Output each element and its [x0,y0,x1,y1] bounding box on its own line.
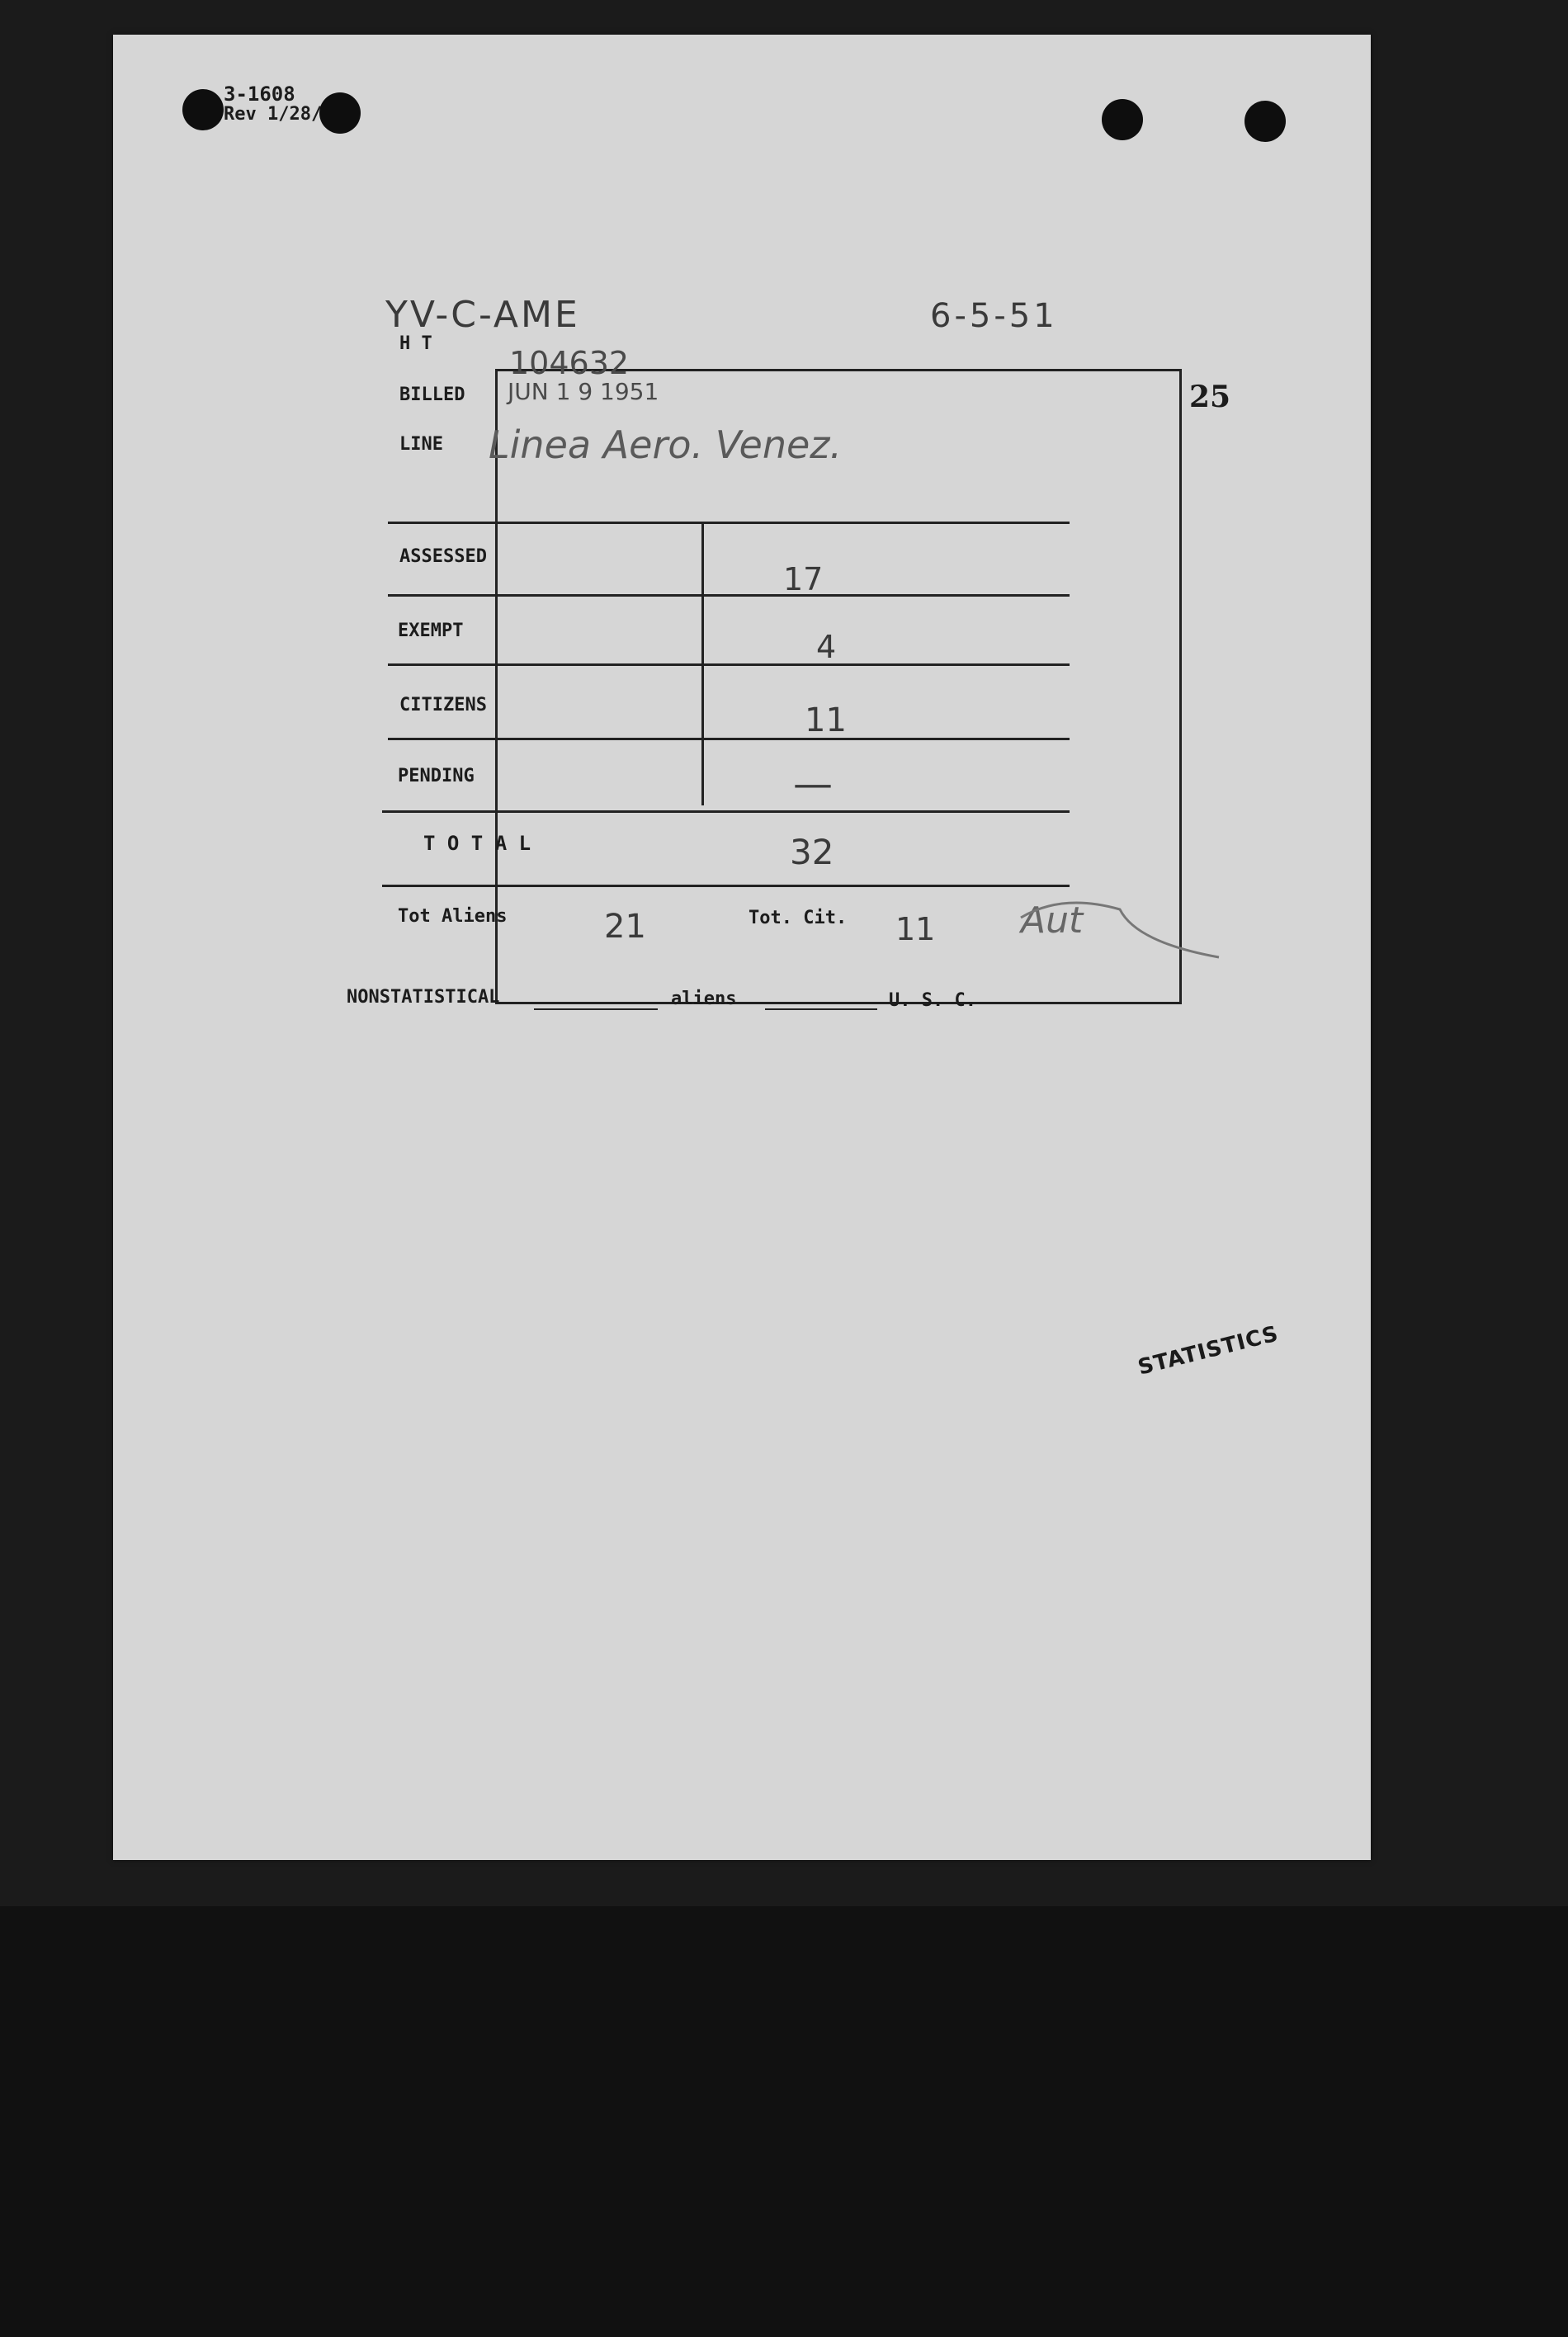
date-written: 6-5-51 [930,297,1058,335]
row-value-assessed: 17 [783,561,824,597]
station-code: YV-C-AME [385,294,580,336]
line-value: Linea Aero. Venez. [489,423,843,467]
tot-aliens-value: 21 [604,908,646,946]
row-value-exempt: 4 [816,629,837,665]
page-number: 25 [1189,380,1231,414]
nonstatistical-usc-label: U. S. C. [889,990,976,1011]
divider-row-3 [388,738,1070,740]
form-revision: Rev 1/28/ [224,104,323,125]
billed-label: BILLED [399,385,465,405]
divider-row-1 [388,594,1070,597]
row-value-citizens: 11 [805,701,847,739]
row-label-citizens: CITIZENS [399,695,487,715]
nonstatistical-label: NONSTATISTICAL [347,987,500,1008]
divider-header [388,522,1070,524]
billed-date-stamp: JUN 1 9 1951 [508,378,659,405]
divider-total [382,885,1070,887]
statistics-stamp: STATISTICS [1135,1321,1282,1381]
nonstatistical-blank-1 [534,1008,658,1010]
tot-aliens-label: Tot Aliens [398,906,508,927]
scanner-background [0,1906,1568,2337]
punch-hole-right-1 [1102,99,1143,140]
divider-row-2 [388,663,1070,666]
ht-label: H T [399,333,432,354]
row-label-exempt: EXEMPT [398,621,464,641]
punch-hole-left-1 [182,89,224,130]
row-label-pending: PENDING [398,766,475,786]
divider-row-4 [382,810,1070,813]
initials-signature: Aut [1021,899,1084,942]
row-value-pending: — [793,761,833,807]
nonstatistical-blank-2 [765,1008,877,1010]
line-label: LINE [399,434,443,455]
document-sheet [113,35,1371,1860]
signature-stroke [1013,893,1227,967]
tot-cit-value: 11 [895,911,936,947]
punch-hole-left-2 [319,92,361,134]
nonstatistical-aliens-label: aliens [671,989,737,1009]
row-label-assessed: ASSESSED [399,546,487,567]
total-value: 32 [790,832,834,872]
tot-cit-label: Tot. Cit. [749,908,848,928]
ht-stamp-number: 104632 [509,345,630,381]
total-label: T O T A L [423,832,531,855]
punch-hole-right-2 [1244,101,1286,142]
form-number: 3-1608 [224,83,295,106]
